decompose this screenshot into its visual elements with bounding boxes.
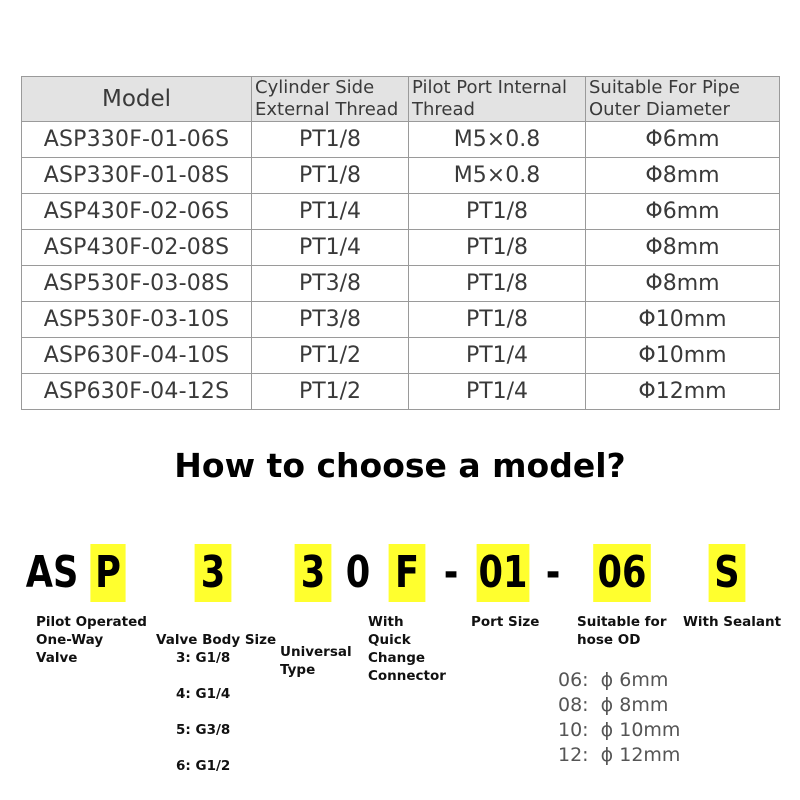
cell-model: ASP330F-01-06S: [22, 122, 252, 158]
code-dash-1: -: [443, 547, 459, 598]
cell-model: ASP630F-04-10S: [22, 338, 252, 374]
code-dash-2: -: [545, 547, 561, 598]
header-pipe-od-text: Suitable For Pipe Outer Diameter: [589, 77, 740, 120]
cell-pipe-od: Φ8mm: [586, 266, 780, 302]
cell-model: ASP430F-02-08S: [22, 230, 252, 266]
code-p-pilot: P: [90, 544, 125, 602]
header-pilot-thread-text: Pilot Port Internal Thread: [412, 77, 568, 120]
cell-cylinder-thread: PT3/8: [252, 302, 409, 338]
header-pilot-thread: [409, 77, 586, 122]
how-to-choose-heading: How to choose a model?: [174, 446, 626, 485]
size-option: 5: G3/8: [176, 722, 231, 738]
cell-pilot-thread: PT1/8: [409, 302, 586, 338]
header-cylinder-thread-text: Cylinder Side External Thread: [255, 77, 399, 120]
cell-pilot-thread: M5×0.8: [409, 158, 586, 194]
table-row: [22, 302, 780, 338]
table-row: [22, 374, 780, 410]
cell-pilot-thread: M5×0.8: [409, 122, 586, 158]
size-option: 6: G1/2: [176, 758, 231, 774]
cell-pipe-od: Φ12mm: [586, 374, 780, 410]
size-option: 3: G1/8: [176, 650, 231, 666]
table-row: [22, 158, 780, 194]
code-f-connector: F: [389, 544, 426, 602]
label-port-size: Port Size: [471, 614, 540, 630]
table-header-row: [22, 77, 780, 122]
code-valve-size: 3: [195, 544, 232, 602]
cell-pilot-thread: PT1/8: [409, 266, 586, 302]
hose-od-item: 12: ϕ 12mm: [558, 744, 681, 766]
cell-pipe-od: Φ6mm: [586, 194, 780, 230]
cell-model: ASP430F-02-06S: [22, 194, 252, 230]
spec-table: [21, 76, 780, 410]
cell-cylinder-thread: PT1/4: [252, 194, 409, 230]
cell-model: ASP530F-03-08S: [22, 266, 252, 302]
hose-od-item: 10: ϕ 10mm: [558, 719, 681, 741]
cell-cylinder-thread: PT1/2: [252, 374, 409, 410]
cell-pipe-od: Φ10mm: [586, 338, 780, 374]
hose-od-item: 06: ϕ 6mm: [558, 669, 669, 691]
label-valve-body-size: [156, 613, 276, 793]
cell-pipe-od: Φ8mm: [586, 158, 780, 194]
cell-pipe-od: Φ8mm: [586, 230, 780, 266]
cell-cylinder-thread: PT1/8: [252, 122, 409, 158]
cell-pilot-thread: PT1/4: [409, 338, 586, 374]
label-universal-type: Universal Type: [280, 644, 352, 678]
hose-od-item: 08: ϕ 8mm: [558, 694, 669, 716]
table-row: [22, 122, 780, 158]
code-zero: 0: [345, 547, 371, 598]
cell-cylinder-thread: PT1/4: [252, 230, 409, 266]
cell-pilot-thread: PT1/8: [409, 230, 586, 266]
code-hose-od: 06: [593, 544, 651, 602]
header-cylinder-thread: [252, 77, 409, 122]
header-model: Model: [22, 77, 252, 122]
table-row: [22, 338, 780, 374]
code-port-size: 01: [477, 544, 530, 602]
table-row: [22, 230, 780, 266]
size-option: 4: G1/4: [176, 686, 231, 702]
cell-pilot-thread: PT1/4: [409, 374, 586, 410]
cell-cylinder-thread: PT1/2: [252, 338, 409, 374]
code-universal: 3: [295, 544, 332, 602]
label-valve-body-size-title: Valve Body Size: [156, 632, 277, 648]
table-row: [22, 194, 780, 230]
table-row: [22, 266, 780, 302]
code-s-sealant: S: [709, 544, 746, 602]
cell-cylinder-thread: PT3/8: [252, 266, 409, 302]
cell-pipe-od: Φ6mm: [586, 122, 780, 158]
label-with-sealant: With Sealant: [683, 614, 782, 630]
label-pilot-operated: Pilot Operated One-Way Valve: [36, 614, 147, 666]
cell-pipe-od: Φ10mm: [586, 302, 780, 338]
hose-od-list: [558, 668, 680, 768]
code-prefix-as: AS: [25, 547, 79, 598]
cell-cylinder-thread: PT1/8: [252, 158, 409, 194]
cell-model: ASP530F-03-10S: [22, 302, 252, 338]
header-pipe-od: [586, 77, 780, 122]
label-suitable-hose-od: Suitable for hose OD: [577, 614, 667, 648]
label-with-quick-connector: With Quick Change Connector: [368, 614, 446, 684]
cell-model: ASP630F-04-12S: [22, 374, 252, 410]
cell-pilot-thread: PT1/8: [409, 194, 586, 230]
cell-model: ASP330F-01-08S: [22, 158, 252, 194]
